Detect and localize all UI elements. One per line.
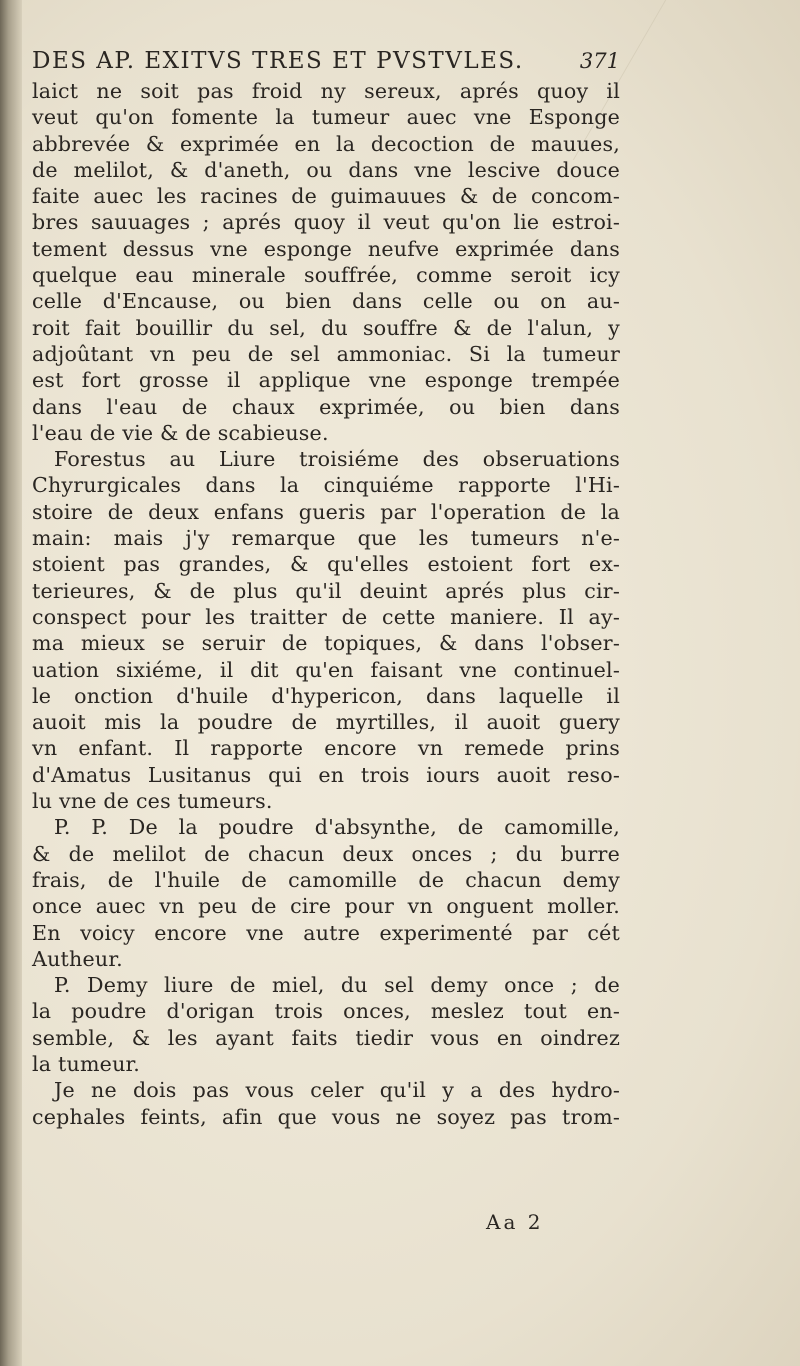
text-line: adjoûtant vn peu de sel ammoniac. Si la tumeur (32, 341, 620, 366)
text-line: stoient pas grandes, & qu'elles estoient fort ex- (32, 552, 620, 577)
signature-mark: Aa 2 (486, 1210, 544, 1234)
text-line: uation sixiéme, il dit qu'en faisant vne continuel- (32, 657, 620, 682)
text-line: Forestus au Liure troisiéme des obseruations (54, 447, 620, 472)
text-line: frais, de l'huile de camomille de chacun demy (32, 867, 620, 892)
text-line: & de melilot de chacun deux onces ; du burre (32, 841, 620, 866)
text-line: d'Amatus Lusitanus qui en trois iours auoit reso- (32, 762, 620, 787)
text-line: cephales feints, afin que vous ne soyez pas trom- (32, 1104, 620, 1129)
text-line: Autheur. (32, 946, 123, 971)
text-line: de melilot, & d'aneth, ou dans vne lescive douce (32, 157, 620, 182)
running-header (32, 46, 620, 76)
text-line: quelque eau minerale souffrée, comme seroit icy (32, 263, 620, 288)
text-line: auoit mis la poudre de myrtilles, il auoit guery (32, 710, 620, 735)
text-line: Je ne dois pas vous celer qu'il y a des hydro- (54, 1078, 620, 1103)
page-gutter-shadow (0, 0, 22, 1366)
text-line: laict ne soit pas froid ny sereux, aprés quoy il (32, 79, 620, 103)
text-block (32, 46, 622, 1130)
text-line: conspect pour les traitter de cette maniere. Il ay- (32, 604, 620, 629)
text-line: bres sauuages ; aprés quoy il veut qu'on lie estroi- (32, 210, 620, 235)
text-line: P. P. De la poudre d'absynthe, de camomille, (54, 815, 620, 840)
text-line: semble, & les ayant faits tiedir vous en oindrez (32, 1025, 620, 1050)
text-line: P. Demy liure de miel, du sel demy once ; de (54, 973, 620, 998)
text-line: veut qu'on fomente la tumeur auec vne Esponge (32, 105, 620, 130)
text-line: le onction d'huile d'hypericon, dans laquelle il (32, 683, 620, 708)
page-number: 371 (579, 49, 620, 73)
text-line: roit fait bouillir du sel, du souffre & de l'alun, y (32, 315, 620, 340)
body-text (32, 78, 622, 1130)
text-line: Chyrurgicales dans la cinquiéme rapporte l'Hi- (32, 473, 620, 498)
text-line: tement dessus vne esponge neufve exprimée dans (32, 236, 620, 261)
text-line: dans l'eau de chaux exprimée, ou bien dans (32, 394, 620, 419)
running-title: DES AP. EXITVS TRES ET PVSTVLES. (32, 48, 524, 74)
text-line: ma mieux se seruir de topiques, & dans l'obser- (32, 631, 620, 656)
text-line: la poudre d'origan trois onces, meslez tout en- (32, 999, 620, 1024)
text-line: la tumeur. (32, 1051, 141, 1076)
text-line: vn enfant. Il rapporte encore vn remede prins (32, 736, 620, 761)
text-line: main: mais j'y remarque que les tumeurs n'e- (32, 526, 620, 551)
text-line: En voicy encore vne autre experimenté par cét (32, 920, 620, 945)
text-line: lu vne de ces tumeurs. (32, 789, 273, 814)
text-line: terieures, & de plus qu'il deuint aprés plus cir- (32, 578, 620, 603)
text-line: once auec vn peu de cire pour vn onguent moller. (32, 894, 620, 919)
text-line: abbrevée & exprimée en la decoction de mauues, (32, 131, 620, 156)
text-line: celle d'Encause, ou bien dans celle ou on au- (32, 289, 620, 314)
text-line: stoire de deux enfans gueris par l'operation de la (32, 499, 620, 524)
text-line: l'eau de vie & de scabieuse. (32, 420, 329, 445)
text-line: est fort grosse il applique vne esponge trempée (32, 368, 620, 393)
text-line: faite auec les racines de guimauues & de concom- (32, 184, 620, 209)
